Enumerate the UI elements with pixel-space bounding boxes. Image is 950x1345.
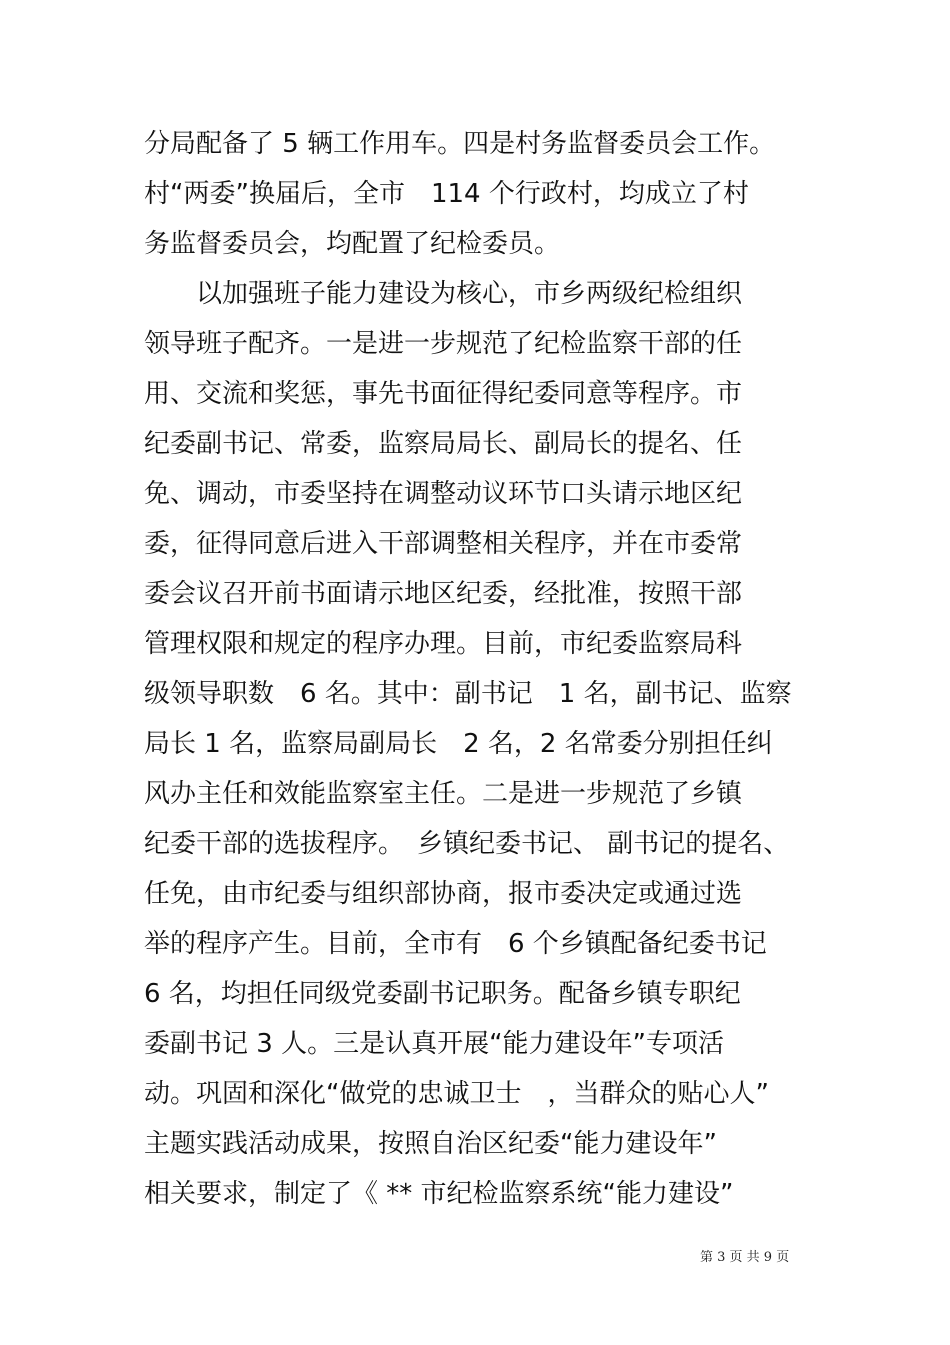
text-line: 举的程序产生。目前，全市有 6 个乡镇配备纪委书记 [144, 929, 767, 959]
text-line: 免、调动，市委坚持在调整动议环节口头请示地区纪 [144, 479, 743, 509]
text-line: 动。巩固和深化“做党的忠诚卫士 ，当群众的贴心人” [144, 1079, 769, 1109]
text-line: 村“两委”换届后，全市 114 个行政村，均成立了村 [144, 179, 749, 209]
text-line: 务监督委员会，均配置了纪检委员。 [144, 229, 561, 259]
text-line: 领导班子配齐。一是进一步规范了纪检监察干部的任 [144, 329, 743, 359]
text-line: 级领导职数 6 名。其中：副书记 1 名，副书记、监察 [144, 679, 792, 709]
text-line: 风办主任和效能监察室主任。二是进一步规范了乡镇 [144, 779, 743, 809]
text-line: 委，征得同意后进入干部调整相关程序，并在市委常 [144, 529, 743, 559]
text-line: 任免，由市纪委与组织部协商，报市委决定或通过选 [144, 879, 743, 909]
text-line: 相关要求，制定了《 ** 市纪检监察系统“能力建设” [144, 1179, 734, 1209]
text-line: 纪委副书记、常委，监察局局长、副局长的提名、任 [144, 429, 743, 459]
text-line: 委会议召开前书面请示地区纪委，经批准，按照干部 [144, 579, 743, 609]
text-line: 局长 1 名，监察局副局长 2 名，2 名常委分别担任纠 [144, 729, 773, 759]
page-number: 第 3 页 共 9 页 [700, 1250, 790, 1265]
text-line: 委副书记 3 人。三是认真开展“能力建设年”专项活 [144, 1029, 725, 1059]
text-line: 主题实践活动成果，按照自治区纪委“能力建设年” [144, 1129, 717, 1159]
text-line: 6 名，均担任同级党委副书记职务。配备乡镇专职纪 [144, 979, 741, 1009]
text-line: 用、交流和奖惩，事先书面征得纪委同意等程序。市 [144, 379, 743, 409]
text-line: 以加强班子能力建设为核心，市乡两级纪检组织 [144, 279, 743, 309]
text-line: 分局配备了 5 辆工作用车。四是村务监督委员会工作。 [144, 129, 776, 159]
text-line: 管理权限和规定的程序办理。目前，市纪委监察局科 [144, 629, 743, 659]
text-line: 纪委干部的选拔程序。 乡镇纪委书记、 副书记的提名、 [144, 829, 790, 859]
